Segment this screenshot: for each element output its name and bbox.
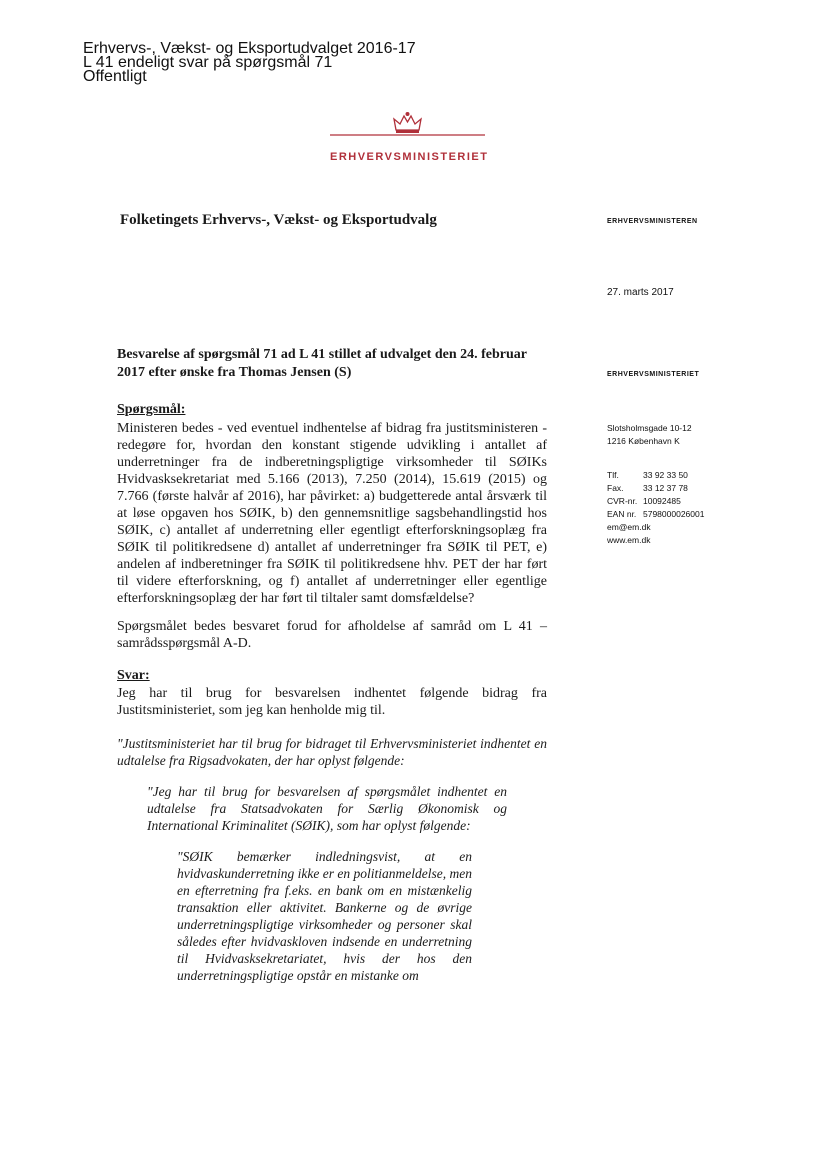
contact-value: 33 92 33 50 <box>643 470 688 480</box>
question-heading: Spørgsmål: <box>117 402 186 417</box>
ministry-logo <box>330 110 489 163</box>
sidebar-title-ministry: ERHVERVSMINISTERIET <box>607 371 700 378</box>
contact-value: 10092485 <box>643 496 681 506</box>
web-link[interactable]: www.em.dk <box>607 535 651 545</box>
contact-row <box>607 482 704 495</box>
contact-value: 33 12 37 78 <box>643 483 688 493</box>
header-line-1: Erhvervs-, Vækst- og Eksportudvalget 2016-17 <box>83 40 416 57</box>
contact-row <box>607 508 704 521</box>
answer-heading: Svar: <box>117 668 150 683</box>
question-note: Spørgsmålet bedes besvaret forud for afholdelse af samråd om L 41 – samrådsspørgsmål A-D. <box>117 619 547 651</box>
contact-row <box>607 495 704 508</box>
address-line: Slotsholmsgade 10-12 <box>607 423 692 433</box>
quote-rigsadvokaten: "Jeg har til brug for besvarelsen af spørgsmålet indhentet en udtalelse fra Statsadvokaten for Særlig Økonomisk og International Kriminalitet (SØIK), som har oplyst følgende: <box>147 784 507 833</box>
header-line-3: Offentligt <box>83 68 147 85</box>
contact-value: 5798000026001 <box>643 509 705 519</box>
crown-icon <box>330 110 485 140</box>
subject: Besvarelse af spørgsmål 71 ad L 41 stillet af udvalget den 24. februar 2017 efter ønske fra Thomas Jensen (S) <box>117 347 527 380</box>
sidebar-address <box>607 422 692 448</box>
contact-label: EAN nr. <box>607 509 637 519</box>
letter-date: 27. marts 2017 <box>607 287 674 298</box>
contact-label: Fax. <box>607 483 624 493</box>
quote-justice-ministry: "Justitsministeriet har til brug for bidraget til Erhvervsministeriet indhentet en udtalelse fra Rigsadvokaten, der har oplyst følgende: <box>117 736 547 768</box>
address-line: 1216 København K <box>607 436 680 446</box>
contact-row <box>607 469 704 482</box>
quote-soik: "SØIK bemærker indledningsvist, at en hvidvaskunderretning ikke er en politianmeldelse, men en efterretning fra f.eks. en bank om en mistænkelig transaktion eller aktivitet. Bankerne og de øvrige underretningspligtige virksomheder og personer skal således efter hvidvaskloven indsende en underretning til Hvidvasksekretariatet, hvis der hos den underretningspligtige opstår en mistanke om <box>177 849 472 983</box>
sidebar-title-minister: ERHVERVSMINISTEREN <box>607 218 698 225</box>
header-line-2: L 41 endeligt svar på spørgsmål 71 <box>83 54 333 71</box>
sidebar-contact <box>607 469 704 547</box>
contact-label: Tlf. <box>607 470 619 480</box>
question-text: Ministeren bedes - ved eventuel indhentelse af bidrag fra justitsministeren - redegøre for, hvordan den konstant stigende udvikling i antallet af underretninger fra de indberetningspligtige virksomheder til SØIKs Hvidvasksekretariat med 5.166 (2013), 7.250 (2014), 15.619 (2015) og 7.766 (første halvår af 2016), har påvirket: a) budgetterede antal årsværk til at løse opgaven hos SØIK, b) den gennemsnitlige sagsbehandlingstid hos SØIK, c) antallet af underretning eller egentligt efterforskningsoplæg fra SØIK til politikredsene d) antallet af underretninger fra SØIK til PET, e) andelen af indberetninger fra SØIK til politikredsene hhv. PET der har ført til videre efterforskning, og f) antallet af underretninger eller egentlige efterforskningsoplæg der har ført til tiltaler samt domsfældelse? <box>117 421 547 606</box>
recipient: Folketingets Erhvervs-, Vækst- og Eksportudvalg <box>120 212 437 228</box>
logo-text: ERHVERVSMINISTERIET <box>330 151 489 163</box>
answer-intro: Jeg har til brug for besvarelsen indhentet følgende bidrag fra Justitsministeriet, som jeg kan henholde mig til. <box>117 686 547 718</box>
contact-label: CVR-nr. <box>607 496 638 506</box>
email-link[interactable]: em@em.dk <box>607 522 651 532</box>
